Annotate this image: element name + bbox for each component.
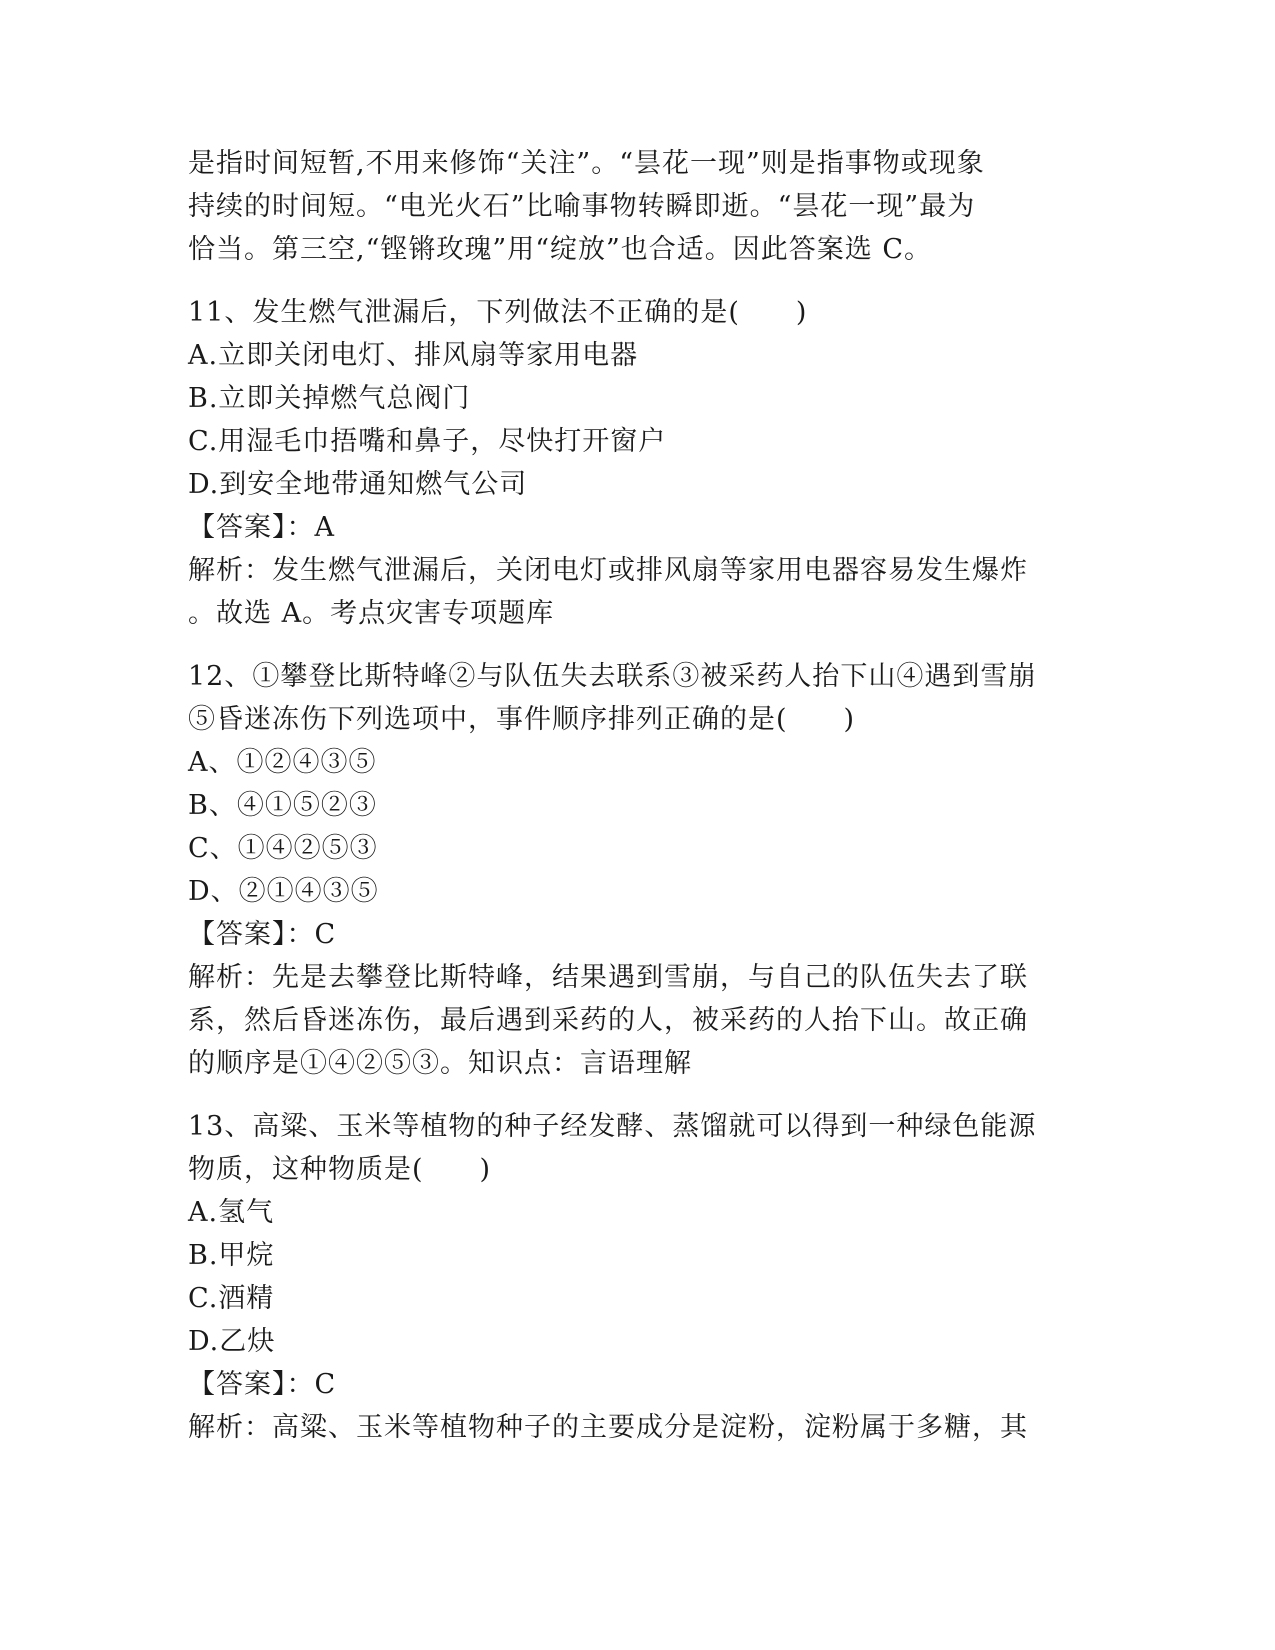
text-line: 恰当。第三空,“铿锵玫瑰”用“绽放”也合适。因此答案选 C。: [188, 234, 933, 265]
answer-line: 【答案】：C: [188, 1369, 337, 1400]
analysis-line: 解析：高粱、玉米等植物种子的主要成分是淀粉，淀粉属于多糖，其: [188, 1412, 1028, 1443]
option-a: A、①②④③⑤: [188, 747, 377, 778]
answer-line: 【答案】：A: [188, 512, 335, 543]
text-line: 是指时间短暂,不用来修饰“关注”。“昙花一现”则是指事物或现象: [188, 148, 985, 179]
option-d: D.到安全地带通知燃气公司: [188, 469, 528, 500]
question-13: [188, 1105, 1088, 1449]
option-d: D、②①④③⑤: [188, 876, 379, 907]
analysis-line: 的顺序是①④②⑤③。知识点：言语理解: [188, 1048, 692, 1079]
analysis-line: 解析：发生燃气泄漏后，关闭电灯或排风扇等家用电器容易发生爆炸: [188, 555, 1028, 586]
question-stem: ⑤昏迷冻伤下列选项中，事件顺序排列正确的是( ): [188, 704, 856, 735]
answer-line: 【答案】：C: [188, 919, 337, 950]
option-c: C、①④②⑤③: [188, 833, 378, 864]
continuation-paragraph: [188, 142, 1088, 271]
question-11: [188, 291, 1088, 635]
analysis-line: 系，然后昏迷冻伤，最后遇到采药的人，被采药的人抬下山。故正确: [188, 1005, 1028, 1036]
option-c: C.酒精: [188, 1283, 275, 1314]
option-c: C.用湿毛巾捂嘴和鼻子，尽快打开窗户: [188, 426, 667, 457]
option-b: B.甲烷: [188, 1240, 275, 1271]
option-d: D.乙炔: [188, 1326, 276, 1357]
question-12: [188, 655, 1088, 1085]
question-stem: 13、高粱、玉米等植物的种子经发酵、蒸馏就可以得到一种绿色能源: [188, 1111, 1037, 1142]
question-stem: 12、①攀登比斯特峰②与队伍失去联系③被采药人抬下山④遇到雪崩: [188, 661, 1037, 692]
analysis-line: 。故选 A。考点灾害专项题库: [188, 598, 555, 629]
option-b: B.立即关掉燃气总阀门: [188, 383, 471, 414]
option-a: A.氢气: [188, 1197, 275, 1228]
analysis-line: 解析：先是去攀登比斯特峰，结果遇到雪崩，与自己的队伍失去了联: [188, 962, 1028, 993]
option-b: B、④①⑤②③: [188, 790, 377, 821]
option-a: A.立即关闭电灯、排风扇等家用电器: [188, 340, 639, 371]
text-line: 持续的时间短。“电光火石”比喻事物转瞬即逝。“昙花一现”最为: [188, 191, 976, 222]
question-stem: 11、发生燃气泄漏后，下列做法不正确的是( ): [188, 297, 808, 328]
question-stem: 物质，这种物质是( ): [188, 1154, 492, 1185]
document-page: [188, 142, 1088, 1449]
